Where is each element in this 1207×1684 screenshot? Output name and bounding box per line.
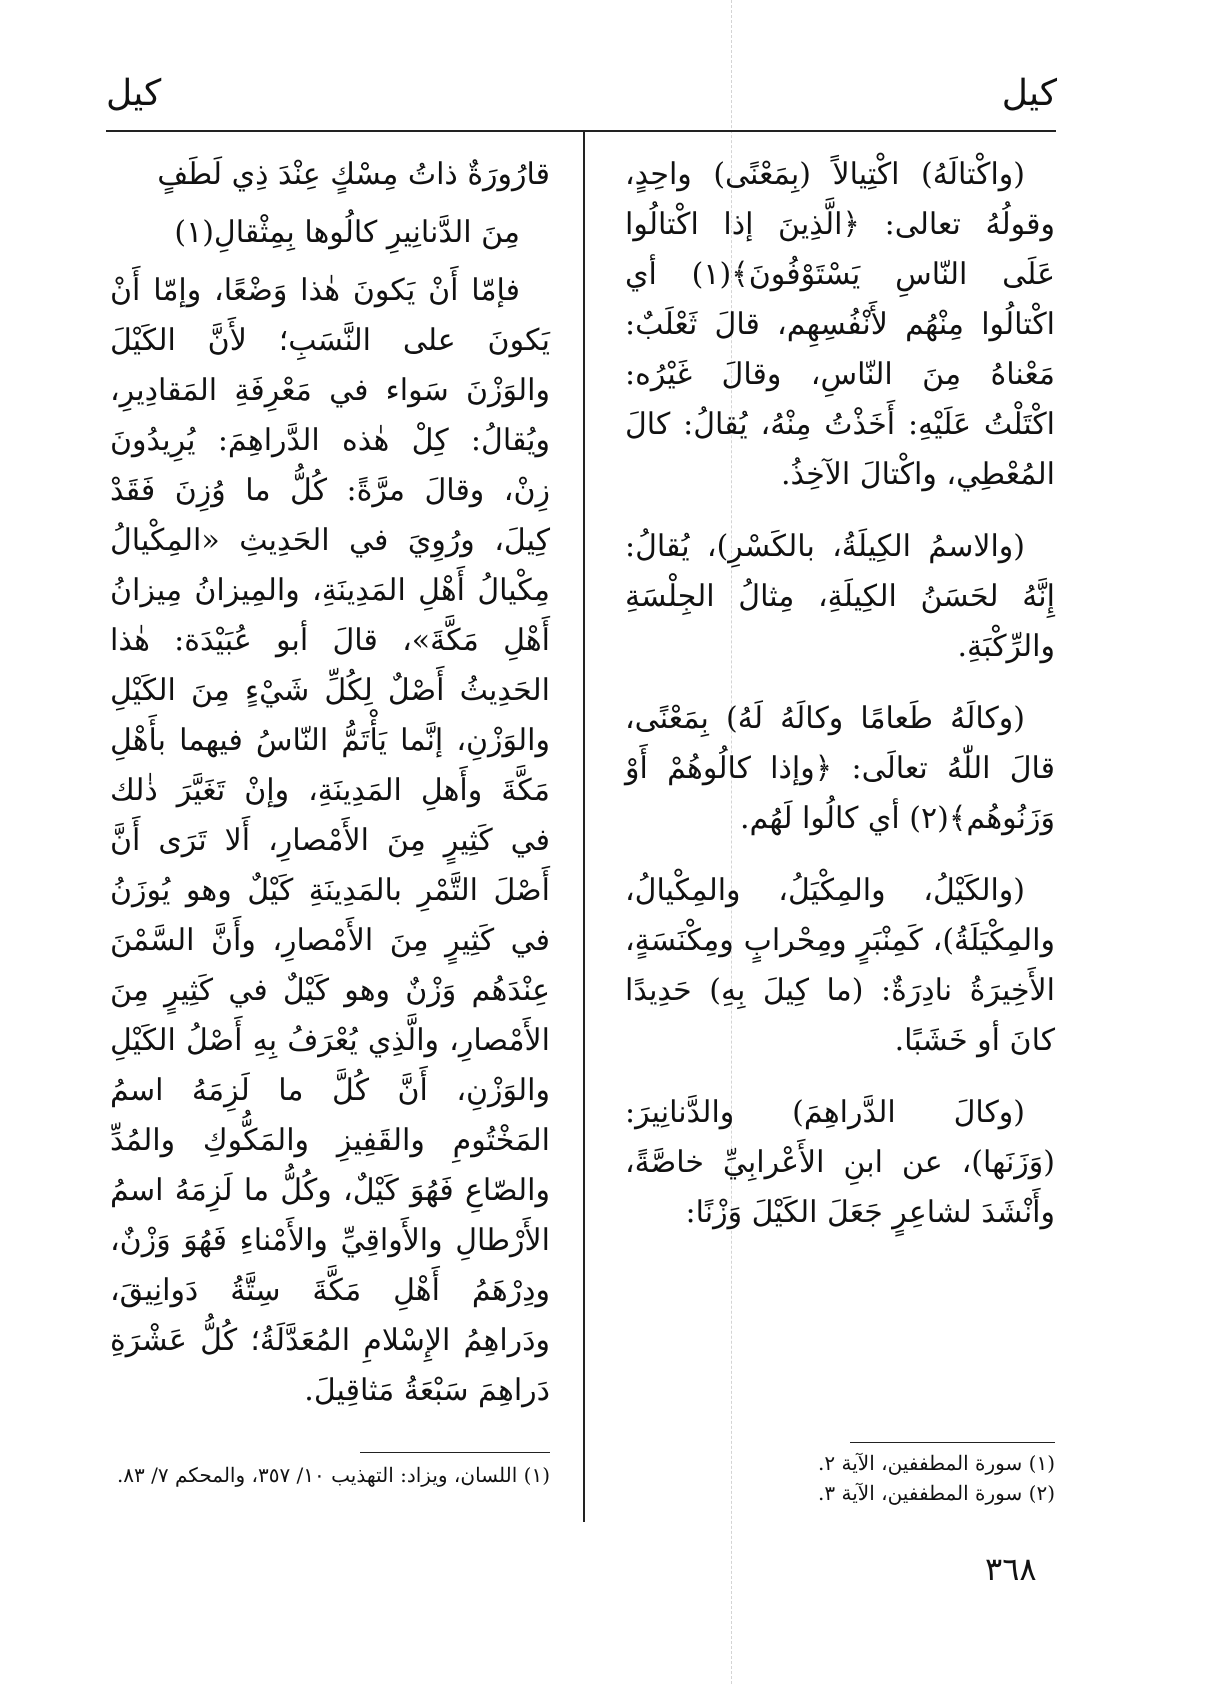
left-column	[110, 150, 550, 1438]
paragraph: (وكالَ الدَّراهِمَ) والدَّنانِيرَ: (وَزَنَها)، عن ابنِ الأَعْرابِيِّ خاصَّةً، وأَنْشَدَ لشاعِرٍ جَعَلَ الكَيْلَ وَزْنًا:	[625, 1095, 1055, 1230]
right-column	[625, 150, 1055, 1260]
footnote-rule-left	[360, 1452, 550, 1453]
footnote: (٢) سورة المطففين، الآية ٣.	[818, 1481, 1055, 1505]
header-rule	[106, 130, 1056, 132]
footnote: (١) اللسان، ويزاد: التهذيب ١٠/ ٣٥٧، والمحكم ٧/ ٨٣.	[116, 1463, 550, 1487]
footnote: (١) سورة المطففين، الآية ٢.	[818, 1451, 1055, 1475]
header-keyword-left: كيل	[106, 73, 162, 114]
verse-line: قارُورَةٌ ذاتُ مِسْكٍ عِنْدَ ذِي لَطَفٍ	[157, 157, 550, 192]
paragraph: فإمّا أَنْ يَكونَ هٰذا وَضْعًا، وإمّا أَنْ يَكونَ على النَّسَبِ؛ لأَنَّ الكَيْلَ والوَزْنَ سَواء في مَعْرِفَةِ المَقادِيرِ، ويُقالُ: كِلْ هٰذه الدَّراهِمَ: يُرِيدُونَ زِنْ، وقالَ مرَّةً: كُلُّ ما وُزِنَ فَقَدْ كِيلَ، ورُوِيَ في الحَدِيثِ «المِكْيالُ مِكْيالُ أَهْلِ المَدِينَةِ، والمِيزانُ مِيزانُ أَهْلِ مَكَّةَ»، قالَ أبو عُبَيْدَة: هٰذا الحَدِيثُ أَصْلٌ لِكُلِّ شَيْءٍ مِنَ الكَيْلِ والوَزْنِ، إنَّما يَأْتَمُّ النّاسُ فيهما بأَهْلِ مَكَّةَ وأَهلِ المَدِينَةِ، وإنْ تَغَيَّرَ ذٰلك في كَثِيرٍ مِنَ الأَمْصارِ، أَلا تَرَى أَنَّ أَصْلَ التَّمْرِ بالمَدِينَةِ كَيْلٌ وهو يُوزَنُ في كَثِيرٍ مِنَ الأَمْصارِ، وأَنَّ السَّمْنَ عِنْدَهُم وَزْنٌ وهو كَيْلٌ في كَثِيرٍ مِنَ الأَمْصارِ، والَّذِي يُعْرَفُ بِهِ أَصْلُ الكَيْلِ والوَزْنِ، أَنَّ كُلَّ ما لَزِمَهُ اسمُ المَخْتُومِ والقَفِيزِ والمَكُّوكِ والمُدِّ والصّاعِ فَهُوَ كَيْلٌ، وكُلُّ ما لَزِمَهُ اسمُ الأَرْطالِ والأَواقِيِّ والأَمْناءِ فَهُوَ وَزْنٌ، ودِرْهَمُ أَهْلِ مَكَّةَ سِتَّةُ دَوانِيقَ، ودَراهِمُ الإِسْلامِ المُعَدَّلَةُ؛ كُلُّ عَشْرَةِ دَراهِمَ سَبْعَةُ مَثاقِيلَ.	[110, 273, 550, 1408]
page-number: ٣٦٨	[985, 1550, 1037, 1588]
footnotes-right	[700, 1448, 1055, 1508]
column-divider	[583, 132, 585, 1522]
verse-line: مِنَ الدَّنانِيرِ كالُوها بِمِثْقالِ(١)	[174, 215, 520, 250]
paragraph: (واكْتالَهُ) اكْتِيالاً (بِمَعْنًى) واحِدٍ، وقولُهُ تعالى: ﴿الَّذِينَ إذا اكْتالُوا عَلَى النّاسِ يَسْتَوْفُونَ﴾(١) أي اكْتالُوا مِنْهُم لأَنْفُسِهِم، قالَ ثَعْلَبٌ: مَعْناهُ مِنَ النّاسِ، وقالَ غَيْرُه: اكْتَلْتُ عَلَيْهِ: أَخَذْتُ مِنْهُ، يُقالُ: كالَ المُعْطِي، واكْتالَ الآخِذُ.	[625, 157, 1055, 492]
paragraph: (والاسمُ الكِيلَةُ، بالكَسْرِ)، يُقالُ: إِنَّهُ لحَسَنُ الكِيلَةِ، مِثالُ الجِلْسَةِ والرِّكْبَةِ.	[625, 529, 1055, 664]
footnote-rule-right	[850, 1442, 1055, 1443]
paragraph: (والكَيْلُ، والمِكْيَلُ، والمِكْيالُ، والمِكْيَلَةُ)، كَمِنْبَرٍ ومِحْرابٍ ومِكْنَسَةٍ، الأَخِيرَةُ نادِرَةٌ: (ما كِيلَ بِهِ) حَدِيدًا كانَ أو خَشَبًا.	[625, 873, 1055, 1058]
paragraph: (وكالَهُ طَعامًا وكالَهُ لَهُ) بِمَعْنًى، قالَ اللّٰهُ تعالَى: ﴿وإذا كالُوهُمْ أَوْ وَزَنُوهُم﴾(٢) أي كالُوا لَهُم.	[625, 701, 1055, 836]
footnotes-left	[110, 1460, 550, 1490]
header-keyword-right: كيل	[1001, 73, 1057, 114]
